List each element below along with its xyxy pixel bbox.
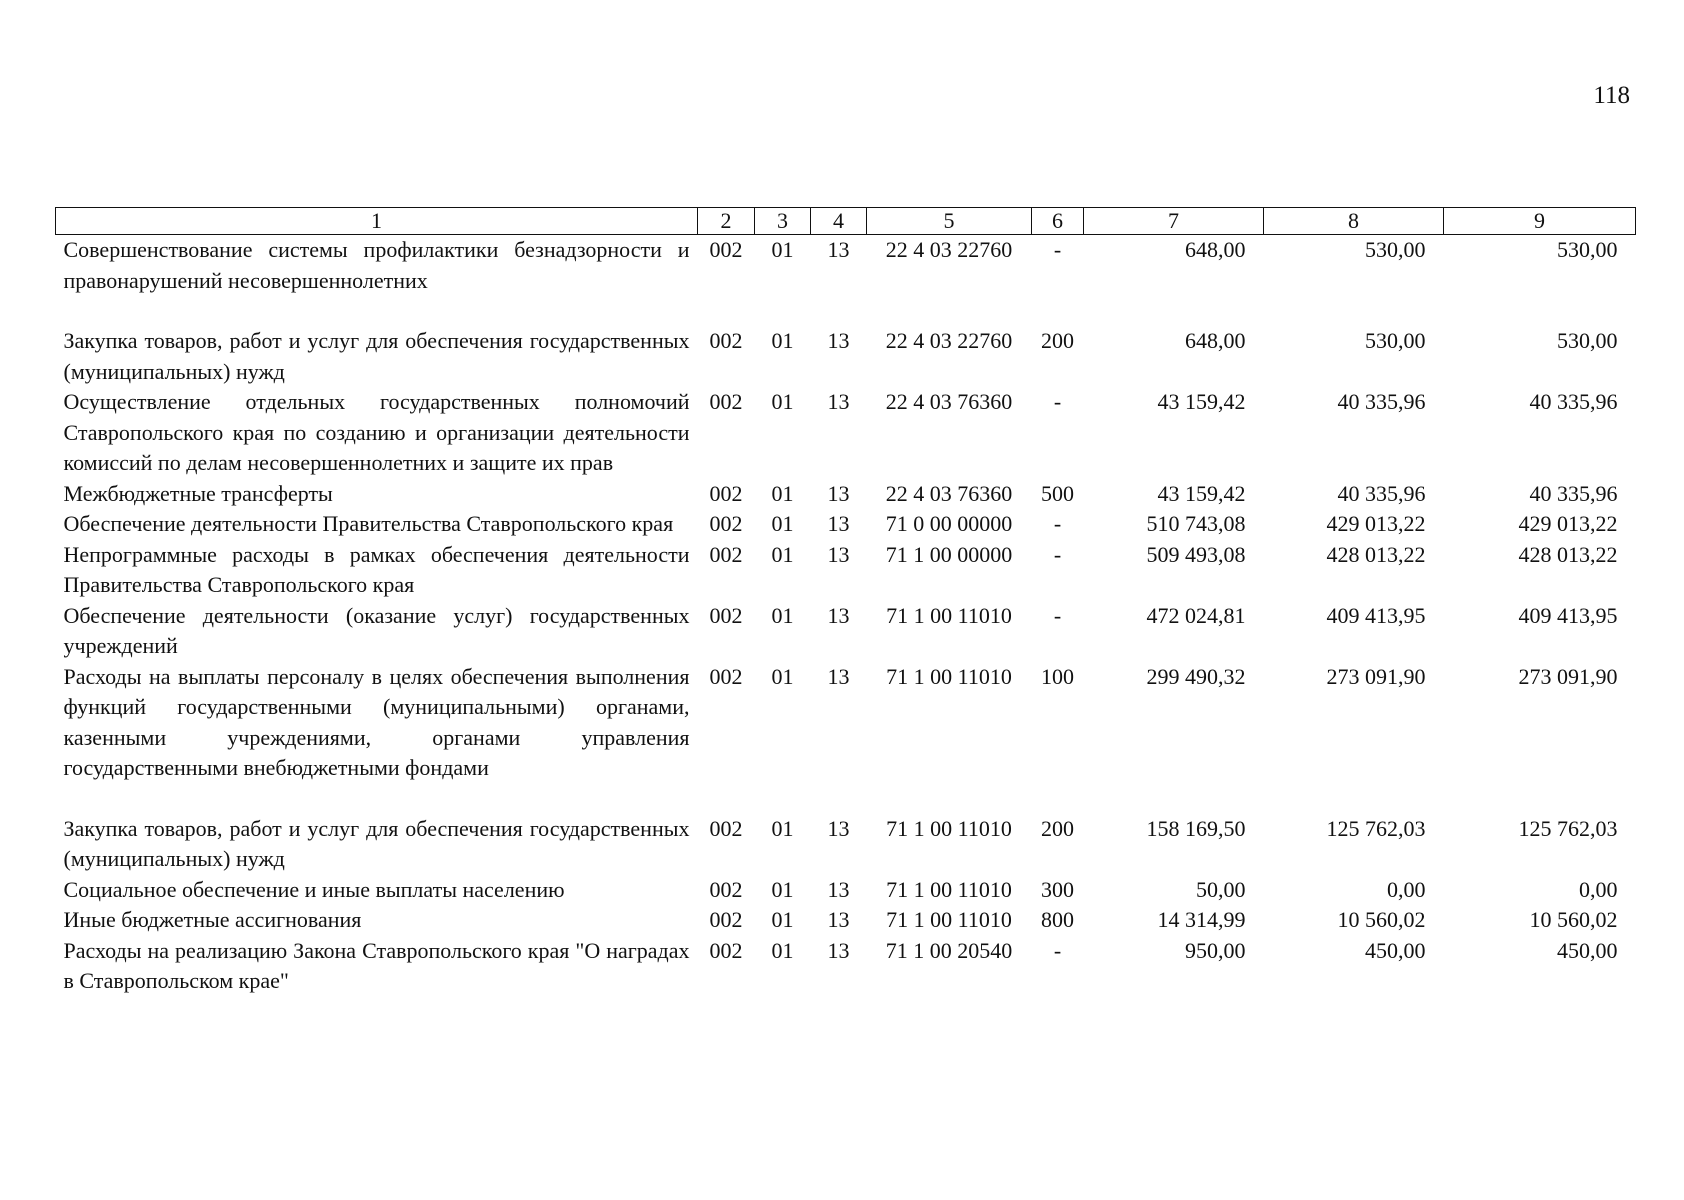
row-code-ministry: 002	[709, 480, 743, 506]
row-name: Совершенствование системы профилактики безнадзорности и правонарушений несовершеннолетних	[63, 237, 690, 293]
header-cell: 3	[755, 208, 811, 235]
row-amount-col9: 40 335,96	[1529, 389, 1618, 414]
row-code-section: 01	[771, 237, 794, 262]
row-name: Осуществление отдельных государственных полномочий Ставропольского края по созданию и организации деятельности комиссий по делам несовершеннолетних и защите их прав	[63, 389, 690, 475]
row-amount-col7: 648,00	[1185, 328, 1246, 353]
row-name: Межбюджетные трансферты	[63, 480, 333, 506]
table-row	[56, 326, 1636, 387]
row-code-ministry: 002	[709, 511, 743, 536]
row-code-target: 71 1 00 00000	[885, 541, 1013, 567]
row-code-expense-type: 200	[1041, 815, 1074, 841]
row-code-section: 01	[771, 511, 794, 536]
row-code-subsection: 13	[827, 389, 850, 414]
row-code-subsection: 13	[827, 237, 850, 262]
row-code-ministry: 002	[709, 602, 743, 628]
row-code-ministry: 002	[709, 876, 743, 902]
row-code-section: 01	[771, 480, 794, 506]
row-code-section: 01	[771, 907, 794, 932]
row-code-ministry: 002	[709, 328, 743, 353]
row-amount-col9: 450,00	[1557, 937, 1618, 963]
table-row	[56, 936, 1636, 997]
row-code-target: 22 4 03 22760	[885, 237, 1013, 262]
row-amount-col7: 472 024,81	[1146, 602, 1246, 628]
row-code-subsection: 13	[827, 907, 850, 932]
row-code-ministry: 002	[709, 907, 743, 932]
row-amount-col8: 530,00	[1365, 237, 1426, 262]
row-amount-col7: 299 490,32	[1146, 663, 1246, 689]
header-cell: 1	[56, 208, 698, 235]
header-cell: 4	[811, 208, 867, 235]
row-code-subsection: 13	[827, 602, 850, 628]
row-code-section: 01	[771, 389, 794, 414]
row-code-section: 01	[771, 328, 794, 353]
row-code-target: 71 1 00 20540	[885, 937, 1013, 963]
row-amount-col9: 429 013,22	[1518, 511, 1618, 536]
row-name: Расходы на реализацию Закона Ставропольского края "О наградах в Ставропольском крае"	[63, 937, 690, 993]
row-name: Закупка товаров, работ и услуг для обеспечения государственных (муниципальных) нужд	[63, 815, 690, 871]
row-code-target: 71 0 00 00000	[885, 511, 1013, 536]
page-number: 118	[1593, 82, 1630, 109]
row-amount-col7: 648,00	[1185, 237, 1246, 262]
row-code-ministry: 002	[709, 389, 743, 414]
row-amount-col9: 530,00	[1557, 328, 1618, 353]
header-cell: 9	[1444, 208, 1636, 235]
row-code-target: 22 4 03 76360	[885, 389, 1013, 414]
row-code-subsection: 13	[827, 815, 850, 841]
row-amount-col7: 510 743,08	[1146, 511, 1246, 536]
row-amount-col8: 428 013,22	[1326, 541, 1426, 567]
row-name: Иные бюджетные ассигнования	[63, 907, 362, 932]
row-amount-col8: 40 335,96	[1337, 389, 1426, 414]
row-amount-col7: 43 159,42	[1157, 389, 1246, 414]
header-cell: 7	[1084, 208, 1264, 235]
row-amount-col8: 530,00	[1365, 328, 1426, 353]
row-code-target: 71 1 00 11010	[886, 602, 1012, 628]
row-code-expense-type: 100	[1041, 663, 1074, 689]
row-amount-col8: 429 013,22	[1326, 511, 1426, 536]
row-code-expense-type: -	[1053, 237, 1062, 262]
row-code-section: 01	[771, 937, 794, 963]
table-row	[56, 875, 1636, 906]
header-cell: 8	[1264, 208, 1444, 235]
row-name: Расходы на выплаты персоналу в целях обеспечения выполнения функций государственными (муниципальными) органами, казенными учреждениями, органами управления государственными внебюджетными фондами	[63, 663, 690, 780]
row-code-section: 01	[771, 815, 794, 841]
row-code-expense-type: 200	[1041, 328, 1074, 353]
row-name: Непрограммные расходы в рамках обеспечения деятельности Правительства Ставропольского края	[63, 541, 690, 597]
row-code-expense-type: -	[1053, 541, 1062, 567]
row-code-section: 01	[771, 663, 794, 689]
row-amount-col9: 125 762,03	[1518, 815, 1618, 841]
table-row	[56, 387, 1636, 479]
row-amount-col9: 530,00	[1557, 237, 1618, 262]
row-name: Обеспечение деятельности (оказание услуг) государственных учреждений	[63, 602, 690, 658]
row-amount-col7: 950,00	[1185, 937, 1246, 963]
row-code-expense-type: 800	[1041, 907, 1074, 932]
row-name: Социальное обеспечение и иные выплаты населению	[63, 876, 565, 902]
row-amount-col8: 450,00	[1365, 937, 1426, 963]
row-name: Обеспечение деятельности Правительства Ставропольского края	[63, 511, 674, 536]
row-code-expense-type: 300	[1041, 876, 1074, 902]
header-cell: 5	[867, 208, 1032, 235]
row-amount-col9: 409 413,95	[1518, 602, 1618, 628]
row-amount-col8: 0,00	[1387, 876, 1426, 902]
row-amount-col9: 428 013,22	[1518, 541, 1618, 567]
table-row	[56, 540, 1636, 601]
row-amount-col8: 125 762,03	[1326, 815, 1426, 841]
row-amount-col9: 10 560,02	[1529, 907, 1618, 932]
row-code-target: 22 4 03 76360	[885, 480, 1013, 506]
table-row	[56, 601, 1636, 662]
row-code-subsection: 13	[827, 511, 850, 536]
row-code-target: 71 1 00 11010	[886, 907, 1012, 932]
row-amount-col7: 14 314,99	[1157, 907, 1246, 932]
row-code-expense-type: -	[1053, 389, 1062, 414]
row-code-expense-type: -	[1053, 937, 1062, 963]
row-code-expense-type: -	[1053, 602, 1062, 628]
row-code-section: 01	[771, 876, 794, 902]
row-amount-col8: 40 335,96	[1337, 480, 1426, 506]
table-header-row	[56, 208, 1636, 235]
table-row	[56, 509, 1636, 540]
row-amount-col9: 40 335,96	[1529, 480, 1618, 506]
row-code-ministry: 002	[709, 663, 743, 689]
row-code-target: 71 1 00 11010	[886, 876, 1012, 902]
row-code-target: 22 4 03 22760	[885, 328, 1013, 353]
header-cell: 2	[698, 208, 755, 235]
row-code-ministry: 002	[709, 815, 743, 841]
row-code-section: 01	[771, 602, 794, 628]
row-amount-col8: 273 091,90	[1326, 663, 1426, 689]
row-amount-col9: 0,00	[1579, 876, 1618, 902]
row-code-ministry: 002	[709, 237, 743, 262]
table-row	[56, 814, 1636, 875]
row-amount-col8: 409 413,95	[1326, 602, 1426, 628]
row-code-subsection: 13	[827, 876, 850, 902]
row-code-expense-type: -	[1053, 511, 1062, 536]
table-row	[56, 662, 1636, 814]
budget-table	[55, 207, 1636, 997]
row-amount-col7: 158 169,50	[1146, 815, 1246, 841]
row-code-subsection: 13	[827, 663, 850, 689]
table-row	[56, 479, 1636, 510]
table-row	[56, 235, 1636, 327]
row-amount-col7: 509 493,08	[1146, 541, 1246, 567]
header-cell: 6	[1032, 208, 1084, 235]
row-amount-col7: 43 159,42	[1157, 480, 1246, 506]
row-amount-col7: 50,00	[1196, 876, 1246, 902]
row-code-ministry: 002	[709, 541, 743, 567]
row-code-target: 71 1 00 11010	[886, 663, 1012, 689]
row-amount-col9: 273 091,90	[1518, 663, 1618, 689]
row-code-subsection: 13	[827, 480, 850, 506]
row-code-subsection: 13	[827, 937, 850, 963]
row-code-section: 01	[771, 541, 794, 567]
table-row	[56, 905, 1636, 936]
row-code-subsection: 13	[827, 541, 850, 567]
row-code-subsection: 13	[827, 328, 850, 353]
row-name: Закупка товаров, работ и услуг для обеспечения государственных (муниципальных) нужд	[63, 328, 690, 384]
row-code-expense-type: 500	[1041, 480, 1074, 506]
row-amount-col8: 10 560,02	[1337, 907, 1426, 932]
row-code-target: 71 1 00 11010	[886, 815, 1012, 841]
row-code-ministry: 002	[709, 937, 743, 963]
